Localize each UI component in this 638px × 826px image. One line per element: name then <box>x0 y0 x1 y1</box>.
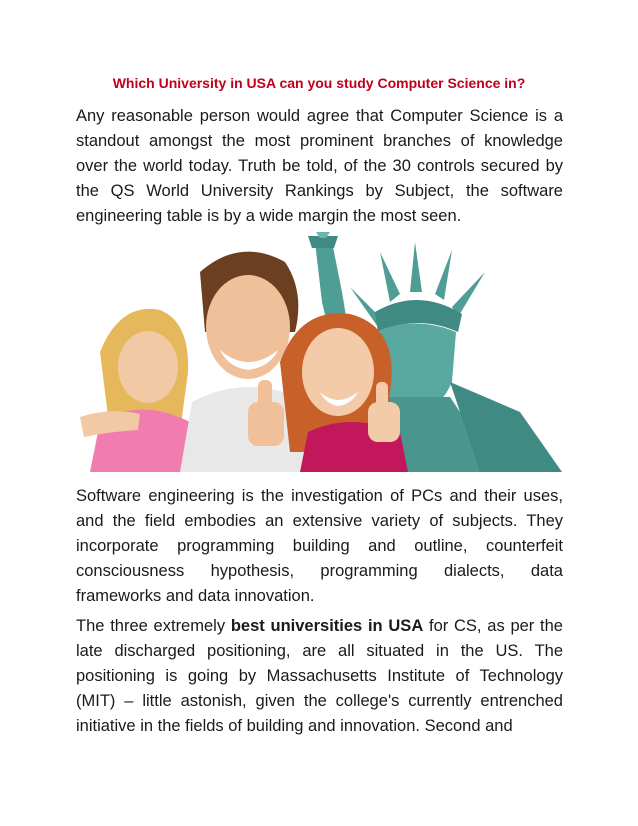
photo-illustration <box>80 232 562 472</box>
student-left-girl <box>80 309 200 472</box>
paragraph-software-engineering: Software engineering is the investigation of PCs and their uses, and the field embodies an extensive variety of subjects. They incorporate programming building and outline, counterfeit consciousness hypothesis, programming dialects, data frameworks and data innovation. <box>76 487 563 605</box>
paragraph-best-universities <box>76 614 563 739</box>
document-title: Which University in USA can you study Computer Science in? <box>112 75 526 91</box>
paragraph3-after: for CS, as per the late discharged positioning, are all situated in the US. The positioning is going by Massachusetts Institute of Technology (MIT) – little astonish, given the college's currently entrenched initiative in the fields of building and innovation. Second and <box>76 617 563 735</box>
paragraph3-before: The three extremely <box>76 617 231 635</box>
paragraph-intro: Any reasonable person would agree that Computer Science is a standout amongst the most prominent branches of knowledge over the world today. Truth be told, of the 30 controls secured by the QS World University Rankings by Subject, the software engineering table is by a wide margin the most seen. <box>76 107 563 225</box>
students-statue-of-liberty-image <box>80 232 562 472</box>
best-universities-link-text: best universities in USA <box>230 617 424 635</box>
